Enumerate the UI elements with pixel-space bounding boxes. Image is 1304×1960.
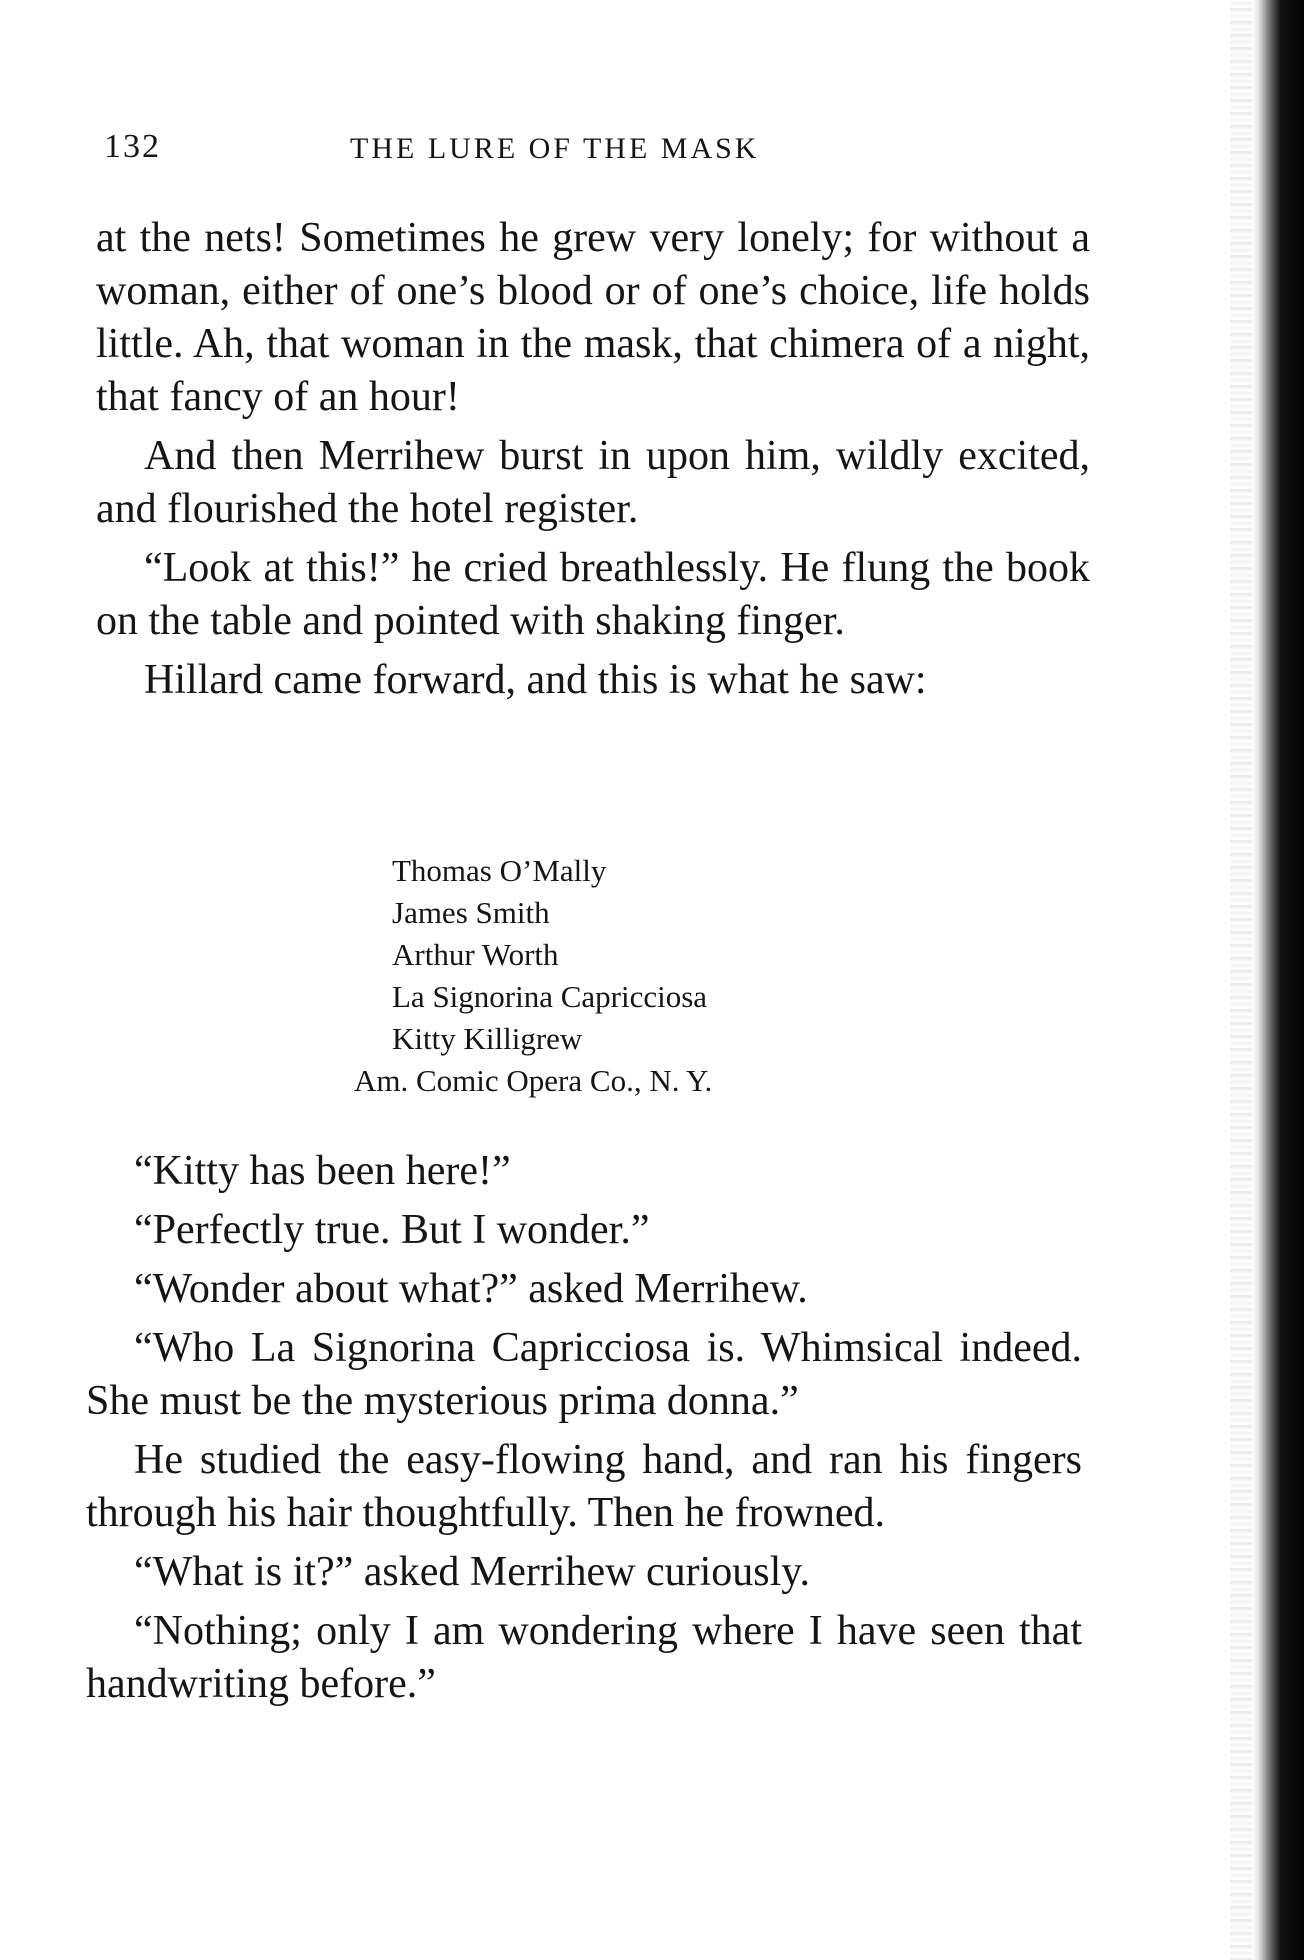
paragraph: Hillard came forward, and this is what he saw:: [144, 657, 927, 703]
register-footer: Am. Comic Opera Co., N. Y.: [354, 1063, 713, 1098]
register-entry: James Smith: [392, 895, 550, 930]
register-entry: La Signorina Capricciosa: [392, 979, 708, 1014]
paragraph: “Perfectly true. But I wonder.”: [134, 1207, 650, 1253]
page-header: [104, 128, 1084, 178]
register-entry: Thomas O’Mally: [392, 853, 607, 888]
body-text-top: [96, 212, 1090, 713]
body-text-bottom: [86, 1145, 1082, 1717]
hotel-register-excerpt: [354, 850, 712, 1102]
paragraph: at the nets! Sometimes he grew very lonely; for without a woman, either of one’s blood or of one’s choice, life holds little. Ah, that woman in the mask, that chimera of a night, that fancy of an hour!: [96, 215, 1090, 420]
paragraph: And then Merrihew burst in upon him, wildly excited, and flourished the hotel register.: [96, 433, 1090, 532]
paragraph: “Who La Signorina Capricciosa is. Whimsical indeed. She must be the mysterious prima donna.”: [86, 1325, 1082, 1424]
running-title: THE LURE OF THE MASK: [350, 132, 760, 165]
register-entry: Kitty Killigrew: [392, 1021, 583, 1056]
paragraph: “Look at this!” he cried breathlessly. He flung the book on the table and pointed with shaking finger.: [96, 545, 1090, 644]
paragraph: He studied the easy-flowing hand, and ran his fingers through his hair thoughtfully. Then he frowned.: [86, 1437, 1082, 1536]
paragraph: “Kitty has been here!”: [134, 1148, 511, 1194]
paragraph: “What is it?” asked Merrihew curiously.: [134, 1549, 811, 1595]
book-binding-gutter: [1252, 0, 1304, 1960]
paragraph: “Nothing; only I am wondering where I have seen that handwriting before.”: [86, 1608, 1082, 1707]
page-edge-shadow: [1230, 0, 1252, 1960]
paragraph: “Wonder about what?” asked Merrihew.: [134, 1266, 808, 1312]
page-number: 132: [104, 128, 161, 165]
register-entry: Arthur Worth: [392, 937, 559, 972]
